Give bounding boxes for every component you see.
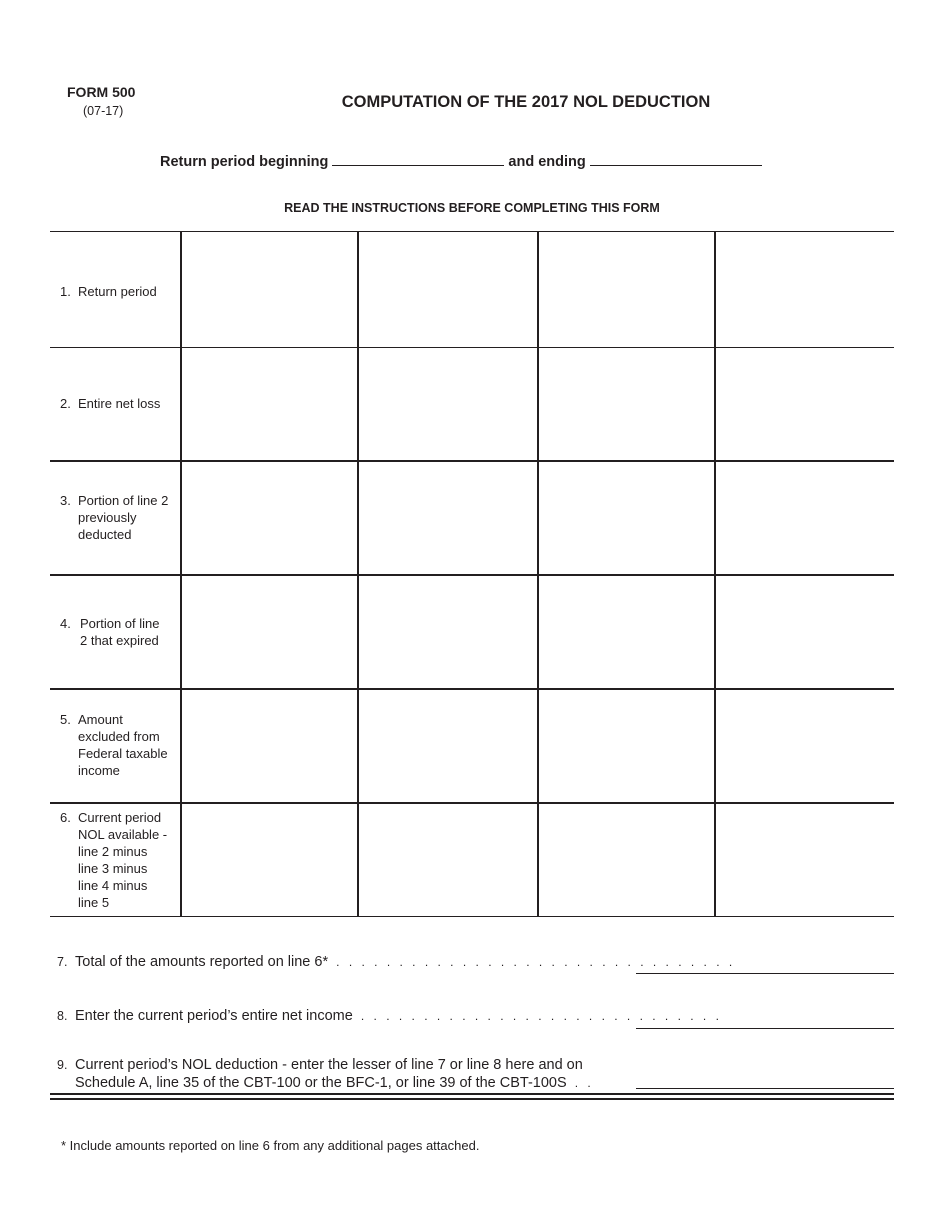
table-entry-cell[interactable] (539, 462, 714, 574)
line-8: 8. Enter the current period’s entire net income . . . . . . . . . . . . . . . . . . . . . . . . . . . . . (57, 1008, 722, 1024)
table-entry-cell[interactable] (182, 348, 357, 460)
line-7-amount-field[interactable] (636, 951, 894, 974)
line-9: 9. Current period’s NOL deduction - enter the lesser of line 7 or line 8 here and on Schedule A, line 35 of the CBT-100 or the BFC-1, or line 39 of the CBT-100S . . (57, 1057, 594, 1091)
table-entry-cell[interactable] (182, 804, 357, 915)
table-entry-cell[interactable] (539, 232, 714, 346)
double-rule-top (50, 1093, 894, 1095)
table-entry-cell[interactable] (359, 690, 537, 802)
table-entry-cell[interactable] (539, 690, 714, 802)
table-bottom-border (50, 916, 894, 917)
table-entry-cell[interactable] (182, 232, 357, 346)
line-8-amount-field[interactable] (636, 1006, 894, 1029)
table-entry-cell[interactable] (359, 232, 537, 346)
row-label-entire-net-loss: 2. Entire net loss (60, 396, 161, 411)
table-entry-cell[interactable] (359, 462, 537, 574)
form-revision: (07-17) (83, 104, 124, 118)
table-entry-cell[interactable] (716, 576, 892, 688)
table-entry-cell[interactable] (539, 576, 714, 688)
table-entry-cell[interactable] (182, 576, 357, 688)
row-label-excluded-amount: 5. Amount excluded from Federal taxable income (60, 712, 168, 778)
double-rule-bottom (50, 1098, 894, 1100)
table-entry-cell[interactable] (716, 804, 892, 915)
period-beginning-field[interactable] (332, 153, 504, 166)
form-number: FORM 500 (67, 84, 136, 100)
table-entry-cell[interactable] (182, 462, 357, 574)
footnote: * Include amounts reported on line 6 from any additional pages attached. (61, 1138, 480, 1153)
line-9-amount-field[interactable] (636, 1066, 894, 1089)
period-beginning-label: Return period beginning (160, 154, 329, 170)
table-entry-cell[interactable] (716, 232, 892, 346)
table-entry-cell[interactable] (716, 462, 892, 574)
table-entry-cell[interactable] (182, 690, 357, 802)
table-entry-cell[interactable] (359, 576, 537, 688)
instructions-note: READ THE INSTRUCTIONS BEFORE COMPLETING THIS FORM (284, 201, 660, 215)
table-entry-cell[interactable] (359, 348, 537, 460)
row-label-previously-deducted: 3. Portion of line 2 previously deducted (60, 493, 169, 542)
period-ending-field[interactable] (590, 153, 762, 166)
table-entry-cell[interactable] (716, 348, 892, 460)
row-label-return-period: 1. Return period (60, 284, 157, 299)
return-period-line (160, 153, 762, 170)
row-label-expired: 4. Portion of line 2 that expired (60, 616, 160, 648)
table-entry-cell[interactable] (539, 348, 714, 460)
table-entry-cell[interactable] (539, 804, 714, 915)
row-label-nol-available: 6. Current period NOL available - line 2 minus line 3 minus line 4 minus line 5 (60, 810, 168, 910)
period-ending-label: and ending (508, 154, 586, 170)
table-entry-cell[interactable] (359, 804, 537, 915)
page-title: COMPUTATION OF THE 2017 NOL DEDUCTION (341, 93, 711, 111)
table-entry-cell[interactable] (716, 690, 892, 802)
line-7: 7. Total of the amounts reported on line 6* . . . . . . . . . . . . . . . . . . . . . . . . . . . . . . . . (57, 954, 736, 970)
